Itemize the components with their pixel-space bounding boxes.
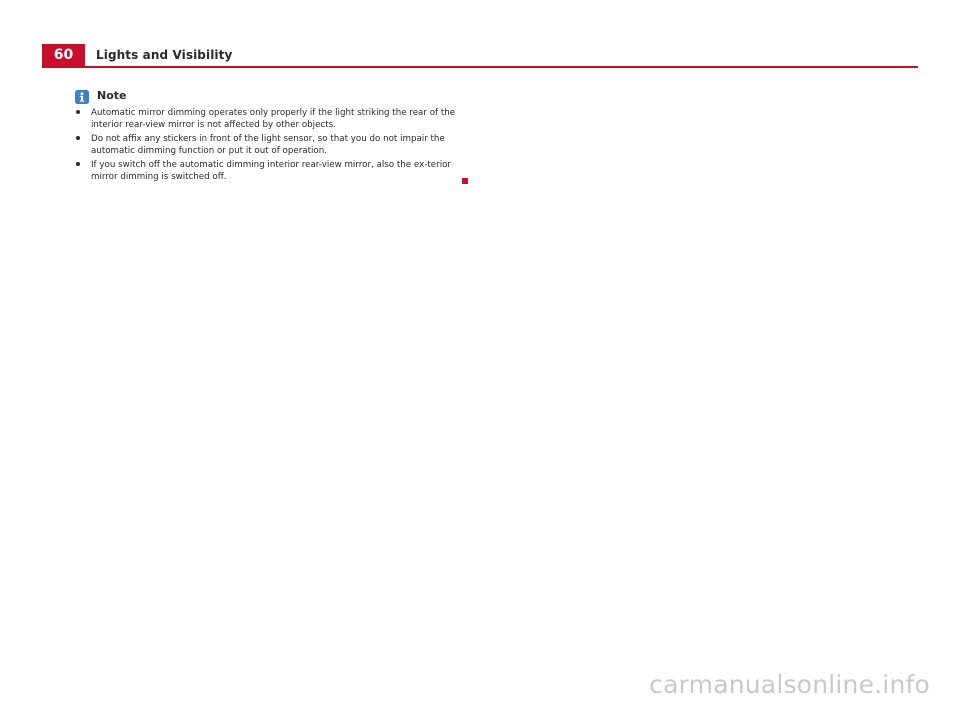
list-item: [75, 133, 465, 157]
list-item-text: If you switch off the automatic dimming interior rear-view mirror, also the ex-terior mirror dimming is switched off.: [91, 160, 451, 182]
list-item: [75, 107, 465, 131]
bullet-icon: [76, 110, 80, 114]
note-title: Note: [97, 89, 127, 102]
watermark: carmanualsonline.info: [649, 670, 930, 699]
end-of-section-marker: [462, 178, 468, 184]
list-item-text: Do not affix any stickers in front of the light sensor, so that you do not impair the automatic dimming function or put it out of operation.: [91, 134, 445, 156]
list-item: [75, 159, 465, 183]
section-title: Lights and Visibility: [96, 48, 233, 62]
note-list: [75, 107, 465, 183]
list-item-text: Automatic mirror dimming operates only properly if the light striking the rear of the interior rear-view mirror is not affected by other objects.: [91, 108, 456, 130]
bullet-icon: [76, 162, 80, 166]
header-rule: [42, 66, 918, 68]
note-box: [75, 87, 465, 185]
bullet-icon: [76, 136, 80, 140]
page-number: 60: [42, 44, 85, 67]
note-heading: [75, 87, 465, 104]
info-icon: [75, 89, 89, 103]
